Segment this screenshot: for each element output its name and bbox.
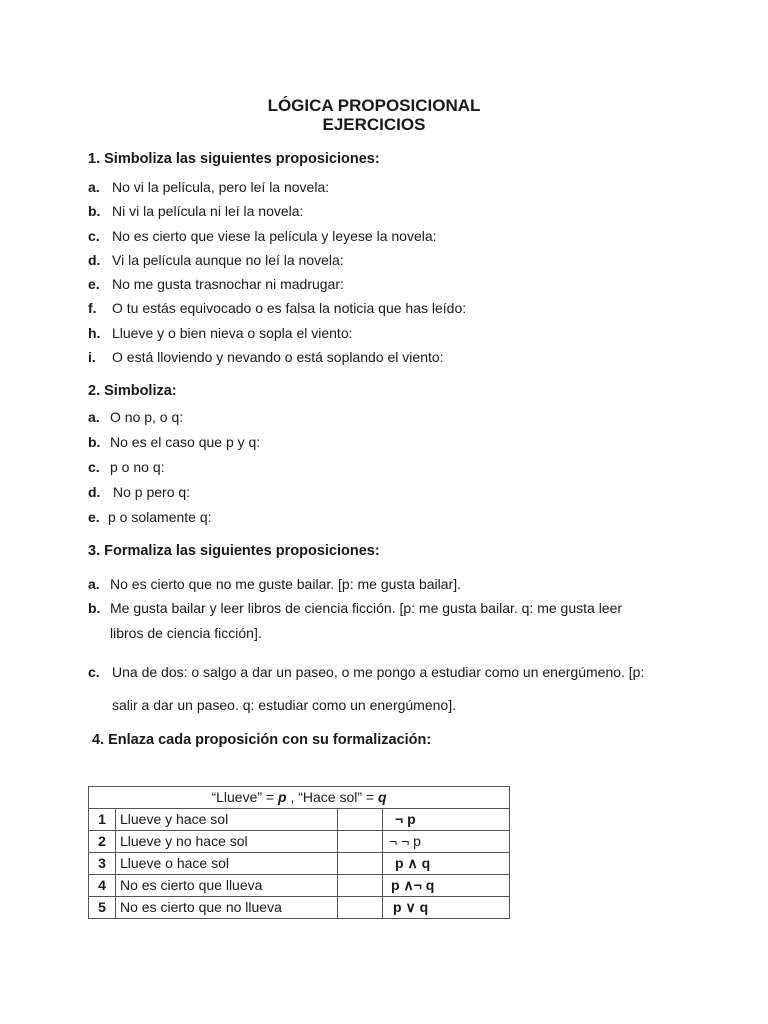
item-text: Me gusta bailar y leer libros de ciencia ficción. [p: me gusta bailar. q: me gusta leer (110, 600, 623, 616)
answer-cell[interactable] (338, 875, 383, 897)
section-3-heading: 3. Formaliza las siguientes proposiciones: (88, 543, 380, 559)
item-label: e. (88, 509, 100, 525)
item-text: No es cierto que viese la película y leyese la novela: (112, 228, 437, 244)
list-item (88, 509, 212, 525)
proposition-cell: No es cierto que no llueva (116, 897, 338, 919)
list-item (88, 664, 645, 680)
table-row (89, 853, 510, 875)
item-text: No p pero q: (113, 484, 191, 500)
item-label: e. (88, 276, 100, 292)
item-text: p o solamente q: (108, 509, 212, 525)
table-header-cell: “Llueve” = p , “Hace sol” = q (89, 787, 510, 809)
item-text: O tu estás equivocado o es falsa la noticia que has leído: (112, 300, 467, 316)
item-label: b. (88, 203, 101, 219)
row-number: 2 (89, 831, 116, 853)
list-item (88, 203, 304, 219)
item-label: h. (88, 325, 101, 341)
proposition-cell: Llueve y hace sol (116, 809, 338, 831)
item-label: d. (88, 252, 101, 268)
section-4-heading: 4. Enlaza cada proposición con su formalización: (92, 732, 432, 748)
item-label: c. (88, 664, 100, 680)
list-item (88, 576, 461, 592)
item-label: d. (88, 484, 101, 500)
proposition-cell: Llueve y no hace sol (116, 831, 338, 853)
item-text: No es el caso que p y q: (110, 434, 261, 450)
row-number: 3 (89, 853, 116, 875)
formula-cell: p ∧¬ q (383, 875, 510, 897)
item-label: a. (88, 179, 100, 195)
list-item (88, 600, 623, 616)
document-subtitle: EJERCICIOS (322, 115, 426, 134)
row-number: 1 (89, 809, 116, 831)
item-label: f. (88, 300, 97, 316)
list-item (88, 434, 261, 450)
table-row (89, 875, 510, 897)
list-item (88, 228, 437, 244)
item-text: p o no q: (110, 459, 165, 475)
table-header-row (89, 787, 510, 809)
list-item (88, 252, 344, 268)
item-text: Una de dos: o salgo a dar un paseo, o me pongo a estudiar como un energúmeno. [p: (112, 664, 645, 680)
item-text-continuation: libros de ciencia ficción]. (110, 625, 262, 641)
item-label: a. (88, 576, 100, 592)
item-text: O no p, o q: (110, 409, 184, 425)
formula-cell: p ∧ q (383, 853, 510, 875)
item-label: b. (88, 600, 101, 616)
section-2-heading: 2. Simboliza: (88, 383, 177, 399)
table-row (89, 897, 510, 919)
item-text: No me gusta trasnochar ni madrugar: (112, 276, 344, 292)
item-text: Vi la película aunque no leí la novela: (112, 252, 344, 268)
item-text: No es cierto que no me guste bailar. [p: me gusta bailar]. (110, 576, 461, 592)
answer-cell[interactable] (338, 897, 383, 919)
item-text: Ni vi la película ni leí la novela: (112, 203, 304, 219)
formula-cell: ¬ p (383, 809, 510, 831)
formula-cell: ¬ ¬ p (383, 831, 510, 853)
list-item (88, 325, 353, 341)
item-label: c. (88, 459, 100, 475)
list-item (88, 276, 344, 292)
formula-cell: p ∨ q (383, 897, 510, 919)
answer-cell[interactable] (338, 809, 383, 831)
list-item (88, 179, 330, 195)
table-row (89, 809, 510, 831)
row-number: 4 (89, 875, 116, 897)
matching-table (88, 786, 510, 919)
table-row (89, 831, 510, 853)
list-item (88, 300, 467, 316)
item-text-continuation: salir a dar un paseo. q: estudiar como un energúmeno]. (112, 697, 456, 713)
item-label: c. (88, 228, 100, 244)
list-item (88, 459, 165, 475)
item-label: b. (88, 434, 101, 450)
item-label: a. (88, 409, 100, 425)
item-text: Llueve y o bien nieva o sopla el viento: (112, 325, 353, 341)
proposition-cell: Llueve o hace sol (116, 853, 338, 875)
item-text: O está lloviendo y nevando o está soplando el viento: (112, 349, 444, 365)
item-text: No vi la película, pero leí la novela: (112, 179, 330, 195)
answer-cell[interactable] (338, 853, 383, 875)
list-item (88, 409, 184, 425)
document-title: LÓGICA PROPOSICIONAL (267, 96, 481, 115)
answer-cell[interactable] (338, 831, 383, 853)
list-item (88, 349, 444, 365)
item-label: i. (88, 349, 96, 365)
section-1-heading: 1. Simboliza las siguientes proposiciones: (88, 151, 380, 167)
list-item (88, 484, 191, 500)
proposition-cell: No es cierto que llueva (116, 875, 338, 897)
row-number: 5 (89, 897, 116, 919)
